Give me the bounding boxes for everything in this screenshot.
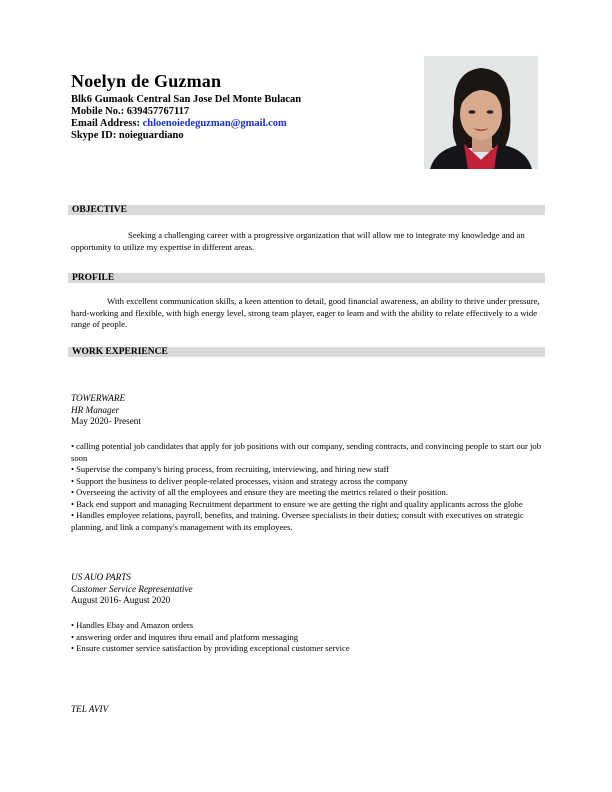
job-entry [71,704,108,716]
job-bullet: • Support the business to deliver people-related processes, vision and strategy across the company [71,475,408,486]
email-link[interactable]: chloenoiedeguzman@gmail.com [142,118,287,129]
job-company: US AUO PARTS [71,572,131,582]
job-bullet: • Ensure customer service satisfaction by providing exceptional customer service [71,643,350,653]
address: Blk6 Gumaok Central San Jose Del Monte Bulacan [71,94,302,105]
job-bullet: • calling potential job candidates that apply for job positions with our company, sending contracts, and convincing people to start our job soon [71,441,541,463]
job-entry [71,572,193,607]
profile-text: With excellent communication skills, a keen attention to detail, good financial awareness, an ability to thrive under pressure, hard-working and flexible, with high energy level, strong team player, eager to learn and with the ability to relate effectively to a wide range of people. [71,296,540,329]
job-bullet: • Handles employee relations, payroll, benefits, and training. Oversee specialists in their duties; consult with executives on strategic planning, and link a company's management with its employees. [71,510,524,532]
job-title: HR Manager [71,404,120,415]
section-profile: PROFILE [68,273,545,283]
job-company: TEL AVIV [71,704,109,714]
job-bullets [71,620,541,655]
job-dates: May 2020- Present [71,416,141,426]
job-dates: August 2016- August 2020 [71,595,171,605]
job-bullet: • Handles Ebay and Amazon orders [71,620,194,630]
email-line [71,118,287,130]
job-bullets [71,441,541,533]
job-entry [71,393,141,428]
skype-line [71,130,184,142]
job-bullet: • Back end support and managing Recruitment department to ensure we are getting the right and quality applicants across the globe [71,498,523,509]
job-bullet: • answering order and inquires thru email and platform messaging [71,631,299,642]
skype-label: Skype ID: [71,130,117,141]
job-bullet: • Supervise the company's hiring process, from recruiting, interviewing, and hiring new staff [71,464,390,474]
section-objective: OBJECTIVE [68,205,545,215]
resume-name: Noelyn de Guzman [71,71,222,91]
portrait-illustration [424,56,538,169]
profile-photo [424,56,538,169]
mobile-line [71,106,189,118]
skype-id: noieguardiano [118,130,184,141]
job-title: Customer Service Representative [71,583,193,594]
section-work-experience: WORK EXPERIENCE [68,347,545,357]
job-bullet: • Overseeing the activity of all the employees and ensure they are meeting the metrics related o their position. [71,487,448,497]
job-company: TOWERWARE [71,393,126,403]
mobile-label: Mobile No.: [71,106,125,117]
email-label: Email Address: [71,118,140,129]
mobile-number: 639457767117 [126,106,190,117]
objective-text: Seeking a challenging career with a progressive organization that will allow me to integrate my knowledge and an opportunity to utilize my expertise in different areas. [71,230,525,252]
